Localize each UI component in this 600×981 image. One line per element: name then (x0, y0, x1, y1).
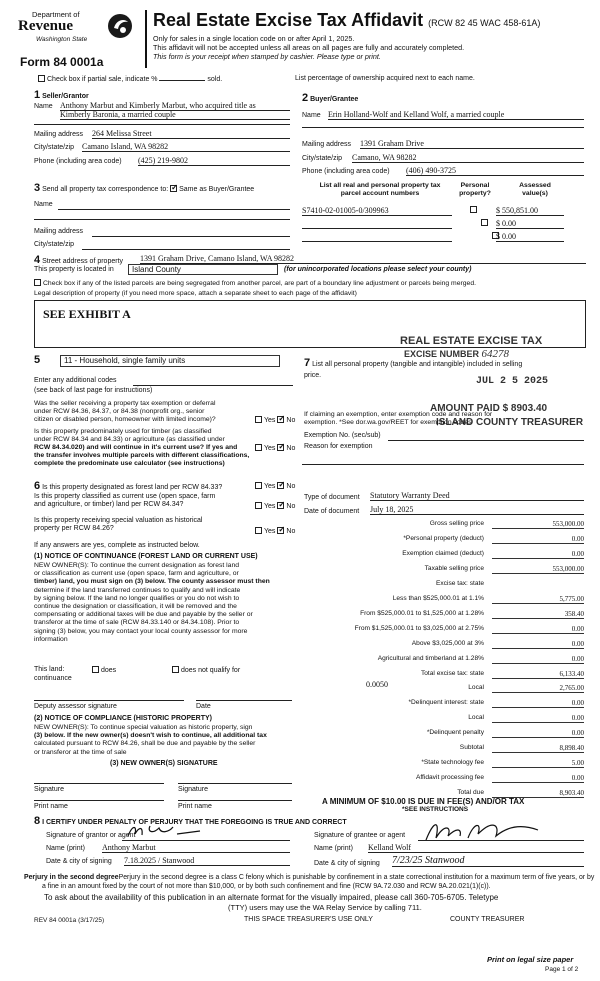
owner-signature-label-2: Signature (178, 786, 208, 793)
note-2: This affidavit will not be accepted unless all areas on all pages are fully and accurately completed. (153, 43, 465, 52)
segregation-checkbox[interactable] (34, 279, 41, 286)
grantee-date-label: Date & city of signing (314, 860, 380, 867)
calc-label: Above $3,025,000 at 3% (411, 640, 484, 647)
segregation: Check box if any of the listed parcels are being segregated from another parcel, are part of a boundary line adjustment or parcels being merged. (34, 279, 476, 287)
grantee-signature-label: Signature of grantee or agent (314, 832, 406, 839)
calc-value[interactable]: 0.00 (492, 714, 584, 723)
calc-label: Less than $525,000.01 at 1.1% (392, 595, 484, 602)
seller-phone-label: Phone (including area code) (34, 158, 122, 165)
header-notes (153, 34, 464, 61)
seller-mail-label: Mailing address (34, 131, 84, 138)
grantor-name[interactable]: Anthony Marbut (102, 843, 290, 853)
certification: 8 I CERTIFY UNDER PENALTY OF PERJURY THAT THE FOREGOING IS TRUE AND CORRECT (34, 815, 347, 827)
note-3: This form is your receipt when stamped by cashier. Please type or print. (153, 52, 381, 61)
calc-value[interactable]: 0.00 (492, 640, 584, 649)
s3-mail-label: Mailing address (34, 228, 84, 235)
calc-value[interactable]: 553,000.00 (492, 520, 584, 529)
s5-q1-no[interactable] (277, 416, 284, 423)
logo-revenue: Revenue (18, 18, 73, 34)
buyer-phone-label: Phone (including area code) (302, 168, 390, 175)
s5-q2: Is this property predominately used for timber (as classified under RCW 84.34 and 84.33) or agriculture (as classified under RCW 84.34.020) and will continue in it's current use? If yes and the transfer involves multiple parcels with different classifications, complete the predominate use calculator (see instructions) (34, 428, 250, 467)
additional-codes-label: Enter any additional codes (34, 377, 117, 384)
assessed-heading: Assessed value(s) (519, 182, 551, 197)
calc-row (302, 714, 584, 725)
calc-label: Total due (457, 789, 484, 796)
calc-value[interactable]: 0.00 (492, 729, 584, 738)
s6-q3-no[interactable] (277, 527, 284, 534)
calc-label: *Personal property (deduct) (403, 535, 484, 542)
calc-value[interactable]: 0.00 (492, 550, 584, 559)
calc-label: Affidavit processing fee (415, 774, 484, 781)
see-instructions: *SEE INSTRUCTIONS (402, 806, 469, 813)
calc-label: Excise tax: state (435, 580, 484, 587)
s5-num: 5 (34, 354, 41, 366)
seller-city-label: City/state/zip (34, 144, 75, 151)
new-owner-signature-heading: (3) NEW OWNER(S) SIGNATURE (110, 760, 218, 767)
calc-value[interactable]: 2,765.00 (492, 684, 584, 693)
s6-q1-no[interactable] (277, 482, 284, 489)
notice-compliance-text: NEW OWNER(S): To continue special valuation as historic property, sign (3) below. If the new owner(s) doesn't wish to continue, all additional tax calculated pursuant to RCW 84.26, shall be due and payable by the seller or transferor at the time of sale (34, 724, 267, 756)
s3-city-label: City/state/zip (34, 241, 75, 248)
located-label: This property is located in (34, 266, 114, 273)
stamp-ret: REAL ESTATE EXCISE TAX (400, 335, 543, 347)
calc-row (302, 670, 584, 681)
codes-note: (see back of last page for instructions) (34, 387, 153, 394)
notice-continuance-heading: (1) NOTICE OF CONTINUANCE (FOREST LAND OR CURRENT USE) (34, 553, 258, 560)
parcel-heading: List all real and personal property tax parcel account numbers (319, 182, 441, 197)
legal-paper-note: Print on legal size paper (487, 955, 574, 964)
s5-q1-yes[interactable] (255, 416, 262, 423)
calc-label: *State technology fee (421, 759, 484, 766)
owner-print-label-1: Print name (34, 803, 68, 810)
calc-row (302, 550, 584, 561)
partial-sale-checkbox[interactable] (38, 75, 45, 82)
parcel-number-1[interactable]: S7410-02-01005-0/309963 (302, 206, 452, 216)
exemption-no-label: Exemption No. (sec/sub) (304, 432, 381, 439)
seller-city[interactable]: Camano Island, WA 98282 (82, 142, 290, 152)
calc-label: From $1,525,000.01 to $3,025,000 at 2.75% (354, 625, 484, 632)
owner-signature-label-1: Signature (34, 786, 64, 793)
seller-name-2[interactable]: Kimberly Baronia, a married couple (60, 110, 290, 120)
calc-label: Agricultural and timberland at 1.28% (377, 655, 484, 662)
s6-q2: Is this property classified as current use (open space, farm and agriculture, or timber) land per RCW 84.34? (34, 493, 216, 508)
calc-value[interactable]: 8,898.40 (492, 744, 584, 753)
calc-label: Subtotal (459, 744, 484, 751)
calc-row (302, 520, 584, 531)
calc-row (302, 774, 584, 785)
this-land-label: This land: (34, 666, 65, 673)
s6-q3-answer: Yes✓ No (255, 527, 295, 535)
calc-value[interactable]: 6,133.40 (492, 670, 584, 679)
s5-q2-answer-row: Yes✓ No (255, 444, 295, 452)
buyer-mail-label: Mailing address (302, 141, 352, 148)
calc-row (302, 744, 584, 755)
buyer-city[interactable]: Camano, WA 98282 (352, 153, 584, 163)
calc-value[interactable]: 0.00 (492, 535, 584, 544)
calc-row (302, 535, 584, 546)
s7-heading: 7 List all personal property (tangible and intangible) included in selling (304, 357, 523, 369)
perjury-2: a fine in an amount fixed by the court of not more than $10,000, or by both such confinement and fine (RCW 9A.72.030 and RCW 9A.20.021(1)(c)). (42, 883, 491, 890)
buyer-city-label: City/state/zip (302, 155, 343, 162)
perjury-1: Perjury in the second degreePerjury in the second degree is a class C felony which is punishable by confinement in a state correctional institution for a maximum term of five years, or by (24, 874, 595, 881)
buyer-mail[interactable]: 1391 Graham Drive (360, 139, 584, 149)
calc-value[interactable]: 0.00 (492, 699, 584, 708)
grantee-date[interactable]: 7/23/25 Stanwood (392, 855, 584, 867)
s6-q1: 6 Is this property designated as forest land per RCW 84.33? (34, 480, 223, 492)
owner-print-label-2: Print name (178, 803, 212, 810)
doc-type[interactable]: Statutory Warranty Deed (370, 491, 584, 501)
logo-dept: Department of (32, 10, 80, 19)
land-use-code[interactable]: 11 - Household, single family units (60, 355, 280, 367)
seller-name-label: Name (34, 103, 53, 110)
doc-date-label: Date of document (304, 508, 360, 515)
calc-value[interactable]: 5,775.00 (492, 595, 584, 604)
personal-checkbox-2[interactable] (481, 219, 488, 226)
calc-row (302, 565, 584, 576)
wa-seal-icon (106, 12, 134, 40)
grantee-name-label: Name (print) (314, 845, 353, 852)
note-1: Only for sales in a single location code on or after April 1, 2025. (153, 34, 355, 43)
continuance-label: continuance (34, 675, 72, 682)
calc-label: *Delinquent penalty (426, 729, 484, 736)
calc-label: Exemption claimed (deduct) (402, 550, 484, 557)
calc-row (302, 580, 584, 591)
county-treasurer: COUNTY TREASURER (450, 916, 525, 923)
calc-value[interactable]: 5.00 (492, 759, 584, 768)
land-does-not-checkbox[interactable] (172, 666, 179, 673)
buyer-phone[interactable]: (406) 490-3725 (406, 166, 584, 176)
seller-mail[interactable]: 264 Melissa Street (92, 129, 290, 139)
deputy-signature-label: Deputy assessor signature (34, 703, 117, 710)
calc-row (302, 655, 584, 666)
deputy-date-label: Date (196, 703, 211, 710)
legal-description: SEE EXHIBIT A (43, 307, 131, 321)
exemption-note: If claiming an exemption, enter exemption code and reason for exemption. *See dor.wa.gov/REET for exemption codes (304, 411, 493, 426)
s6-q2-no[interactable] (277, 502, 284, 509)
header-divider (145, 10, 147, 68)
grantee-name[interactable]: Kelland Wolf (368, 843, 584, 853)
form-title: Real Estate Excise Tax Affidavit (RCW 82 45 WAC 458-61A) (153, 10, 541, 30)
land-does: does (92, 666, 116, 674)
calc-label: Taxable selling price (424, 565, 484, 572)
land-does-not: does not qualify for (172, 666, 240, 674)
s3-heading: 3 Send all property tax correspondence to: ✓ Same as Buyer/Grantee (34, 182, 254, 194)
calc-row (302, 699, 584, 710)
s6-q3-yes[interactable] (255, 527, 262, 534)
s6-q2-yes[interactable] (255, 502, 262, 509)
calc-label: Local (468, 714, 484, 721)
county-select[interactable]: Island County (128, 264, 278, 275)
seller-name-1[interactable]: Anthony Marbut and Kimberly Marbut, who acquired title as (60, 101, 290, 111)
s3-name-label: Name (34, 201, 53, 208)
s6-q2-answer: Yes✓ No (255, 502, 295, 510)
calc-row (302, 595, 584, 606)
s5-q2-yes[interactable] (255, 444, 262, 451)
calc-row (302, 640, 584, 651)
personal-checkbox-1[interactable] (470, 206, 477, 213)
assessed-value-2[interactable]: $ 0.00 (496, 219, 564, 229)
calc-value[interactable]: 8,903.40 (492, 789, 584, 798)
calc-row (302, 625, 584, 636)
buyer-heading: 2 Buyer/Grantee (302, 92, 359, 104)
calc-value[interactable]: 0.00 (492, 625, 584, 634)
calc-row (302, 759, 584, 770)
grantor-date[interactable]: 7.18.2025 / Stanwood (124, 856, 290, 866)
calc-row (302, 684, 584, 695)
personal-heading: Personal property? (459, 182, 491, 197)
s5-q2-no[interactable] (277, 444, 284, 451)
stamp-county-treasurer: ISLAND COUNTY TREASURER (436, 417, 584, 428)
county-note: (for unincorporated locations please select your county) (284, 266, 472, 273)
doc-date[interactable]: July 18, 2025 (370, 505, 584, 515)
same-as-buyer-checkbox[interactable] (170, 185, 177, 192)
revision: REV 84 0001a (3/17/25) (34, 917, 105, 924)
s5-q1: Was the seller receiving a property tax exemption or deferral under RCW 84.36, 84.37, or 84.38 (nonprofit org., senior citizen or disabled person, homeowner with limited income)? (34, 400, 216, 423)
notice-compliance-heading: (2) NOTICE OF COMPLIANCE (HISTORIC PROPERTY) (34, 715, 212, 722)
local-rate: 0.0050 (366, 680, 388, 689)
calc-label: Local (468, 684, 484, 691)
notice-continuance-text: NEW OWNER(S): To continue the current designation as forest land or classification as current use (open space, farm and agriculture, or timber) land, you must sign on (3) below. The county assessor must then determine if the land transferred continues to qualify and will indicate by signing below. If the land no longer qualifies or you do not wish to continue the designation or classification, it will be removed and the compensating or additional taxes will be due and payable by the seller or transferor at the time of sale (RCW 84.33.140 or 84.34.108). Prior to signing (3) below, you may contact your local county assessor for more information (34, 562, 270, 643)
grantor-signature-label: Signature of grantor or agent (46, 832, 136, 839)
stamp-excise-number: EXCISE NUMBER 64278 (404, 348, 510, 360)
assessed-value-3[interactable]: $ 0.00 (496, 232, 564, 242)
assessed-value-1[interactable]: $ 550,851.00 (496, 206, 564, 216)
grantor-date-label: Date & city of signing (46, 858, 112, 865)
s4-heading: 4 Street address of property (34, 254, 124, 266)
partial-sale: Check box if partial sale, indicate % sold. (38, 75, 222, 83)
calc-label: From $525,000.01 to $1,525,000 at 1.28% (360, 610, 484, 617)
calc-label: *Delinquent interest: state (408, 699, 484, 706)
ownership-note: List percentage of ownership acquired next to each name. (295, 75, 475, 82)
exemption-reason-label: Reason for exemption (304, 443, 373, 450)
calc-label: Gross selling price (429, 520, 484, 527)
calc-value[interactable]: 0.00 (492, 774, 584, 783)
s7-price: price. (304, 372, 322, 379)
calc-label: Total excise tax: state (420, 670, 484, 677)
calc-value[interactable]: 358.40 (492, 610, 584, 619)
property-address[interactable]: 1391 Graham Drive, Camano Island, WA 98282 (140, 254, 586, 264)
buyer-name-label: Name (302, 112, 321, 119)
calc-row (302, 610, 584, 621)
form-statute: (RCW 82 45 WAC 458-61A) (428, 18, 541, 28)
seller-phone[interactable]: (425) 219-9802 (138, 156, 290, 166)
page-number: Page 1 of 2 (545, 966, 579, 973)
land-does-checkbox[interactable] (92, 666, 99, 673)
calc-value[interactable]: 553,000.00 (492, 565, 584, 574)
calc-row (302, 729, 584, 740)
stamp-amount-paid: AMOUNT PAID $ 8903.40 (430, 403, 548, 414)
alt-format-2: (TTY) users may use the WA Relay Service by calling 711. (228, 903, 422, 912)
s6-q1-yes[interactable] (255, 482, 262, 489)
alt-format-1: To ask about the availability of this publication in an alternate format for the visually impaired, please call 360-705-6705. Teletype (44, 893, 499, 902)
logo-state: Washington State (36, 36, 88, 43)
s6-note: If any answers are yes, complete as instructed below. (34, 542, 200, 549)
grantor-signature-image (125, 822, 205, 840)
grantor-name-label: Name (print) (46, 845, 85, 852)
seller-heading: 1 Seller/Grantor (34, 89, 89, 101)
legal-desc-label: Legal description of property (if you need more space, attach a separate sheet to each page of the affidavit) (34, 290, 357, 297)
s5-q1-answer: Yes✓ No (255, 416, 295, 424)
calc-value[interactable]: 0.00 (492, 655, 584, 664)
form-number: Form 84 0001a (20, 55, 104, 69)
buyer-name[interactable]: Erin Holland-Wolf and Kelland Wolf, a married couple (328, 110, 584, 120)
stamp-date: JUL 2 5 2025 (476, 376, 549, 387)
doc-type-label: Type of document (304, 494, 360, 501)
s6-q1-answer: Yes✓ No (255, 482, 295, 490)
treasurer-use: THIS SPACE TREASURER'S USE ONLY (244, 916, 373, 923)
dor-logo (14, 10, 134, 56)
minimum-due-note: A MINIMUM OF $10.00 IS DUE IN FEE(S) AND/OR TAX (322, 797, 525, 806)
s6-q3: Is this property receiving special valuation as historical property per RCW 84.26? (34, 517, 203, 532)
